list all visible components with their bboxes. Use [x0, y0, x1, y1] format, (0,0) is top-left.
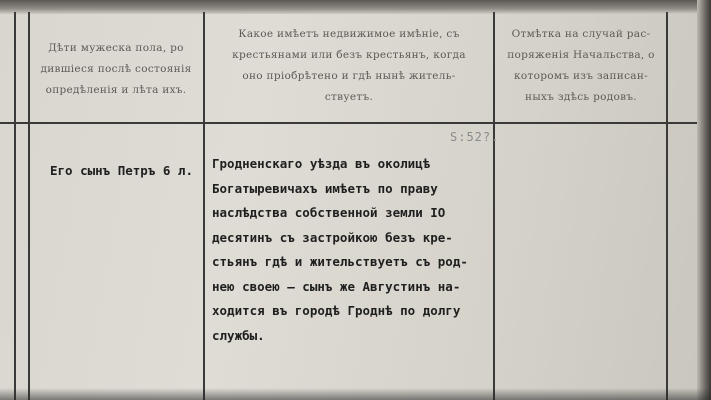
page-right-edge — [697, 0, 711, 400]
header-line: опредѣленія и лѣта ихъ. — [45, 84, 187, 96]
estate-description — [212, 152, 502, 348]
header-line: Дѣти мужеска пола, ро — [48, 42, 184, 54]
header-line: которомъ изъ записан- — [514, 70, 648, 82]
estate-line: нею своею – сынъ же Августинъ на- — [212, 278, 461, 294]
margin-mark: S:52?. — [450, 130, 500, 144]
header-line: дившіеся послѣ состоянія — [40, 63, 192, 75]
header-line: поряженія Начальства, о — [507, 49, 655, 61]
estate-line: стьянъ гдѣ и жительствуетъ съ род- — [212, 254, 468, 269]
header-property — [206, 24, 492, 108]
header-line: ствуетъ. — [324, 91, 374, 103]
header-line: ныхъ здѣсь родовъ. — [525, 91, 637, 103]
header-line: Какое имѣетъ недвижимое имѣніе, съ — [238, 28, 460, 40]
header-divider — [0, 122, 697, 124]
column-rule-1 — [203, 12, 205, 400]
estate-line: ходится въ городѣ Гроднѣ по долгу — [212, 303, 461, 318]
column-rule-left-1 — [14, 12, 16, 400]
header-children — [30, 38, 202, 101]
column-rule-3 — [666, 12, 668, 400]
header-remarks — [496, 24, 666, 108]
header-line: оно пріобрѣтено и гдѣ нынѣ житель- — [242, 70, 456, 82]
estate-line: десятинъ съ застройкою безъ кре- — [212, 229, 453, 245]
page-bottom-shadow — [0, 388, 711, 400]
header-line: Отмѣтка на случай рас- — [511, 28, 651, 40]
estate-line: Гродненскаго уѣзда въ околицѣ — [212, 156, 431, 171]
son-entry: Его сынъ Петръ 6 л. — [50, 163, 193, 178]
header-line: крестьянами или безъ крестьянъ, когда — [232, 49, 466, 61]
page-top-edge — [0, 0, 711, 14]
estate-line: Богатыревичахъ имѣетъ по праву — [212, 180, 438, 196]
estate-line: службы. — [212, 327, 265, 343]
estate-line: наслѣдства собственной земли IO — [212, 205, 446, 220]
